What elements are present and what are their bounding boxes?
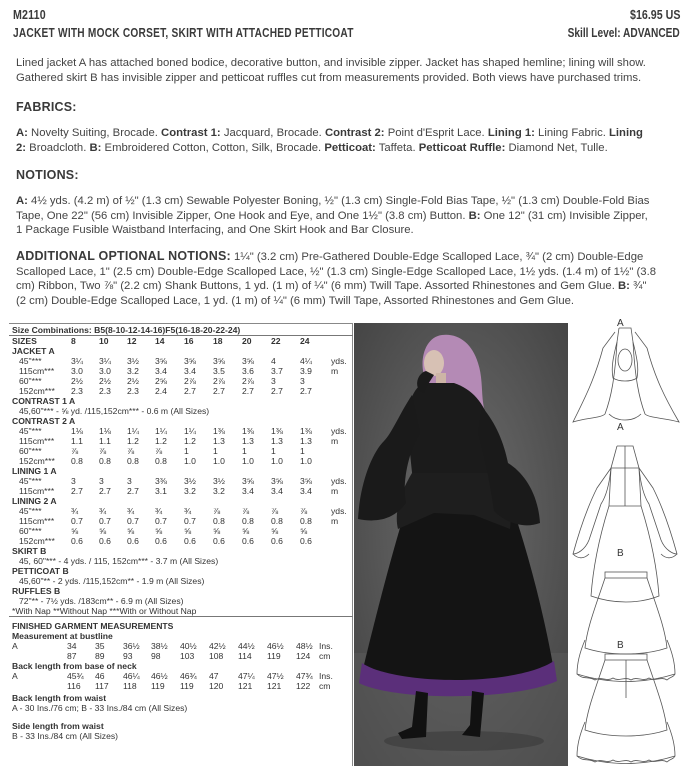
yardage-value: ¾ <box>155 506 163 516</box>
yardage-value: 0.8 <box>71 456 83 466</box>
skirt-b-row-text: 45, 60"*** - 4 yds. / 115, 152cm*** - 3.7 m (All Sizes) <box>19 556 219 566</box>
contrast-2-heading-text: CONTRAST 2 A <box>12 416 76 426</box>
line-drawings <box>569 318 681 770</box>
measurement: 121 <box>267 681 282 691</box>
measurement: 98 <box>151 651 161 661</box>
yardage-value: ⅞ <box>300 506 308 516</box>
yardage-value: ¾ <box>99 506 107 516</box>
yardage-value: 0.6 <box>71 536 83 546</box>
yardage-value: 3.1 <box>155 486 167 496</box>
yardage-value: 3.7 <box>271 366 283 376</box>
yardage-value: ⅝ <box>300 526 308 536</box>
yardage-value: 1¼ <box>155 426 167 436</box>
fabrics-text <box>16 126 682 155</box>
measurement: 120 <box>209 681 224 691</box>
size-header: 8 <box>71 336 76 346</box>
yardage-value: ¾ <box>71 506 79 516</box>
yardage-value: 0.6 <box>242 536 254 546</box>
measurement: 46¼ <box>123 671 140 681</box>
ruffles-b-heading-text: RUFFLES B <box>12 586 61 596</box>
unit-label: Ins. <box>319 671 333 681</box>
yardage-value: ⅝ <box>242 526 250 536</box>
view-a-front-label: A <box>617 422 624 433</box>
side-waist-row-text: B - 33 Ins./84 cm (All Sizes) <box>12 731 119 741</box>
yardage-value: 0.6 <box>184 536 196 546</box>
view-b-back-label: B <box>617 640 624 651</box>
view-a-back-label: A <box>617 318 624 329</box>
measurement: 38½ <box>151 641 168 651</box>
yardage-value: 1⅜ <box>300 426 312 436</box>
petticoat-b-row-text: 45,60"** - 2 yds. /115,152cm** - 1.9 m (All Sizes) <box>19 576 205 586</box>
yardage-value: 3 <box>300 376 305 386</box>
yardage-value: 3.9 <box>300 366 312 376</box>
yardage-value: 3.0 <box>99 366 111 376</box>
measurement: 46¾ <box>180 671 197 681</box>
yardage-value: 3½ <box>213 476 225 486</box>
pattern-code: M2110 <box>13 7 46 22</box>
measurement: 114 <box>238 651 252 661</box>
measurement: 122 <box>296 681 311 691</box>
petticoat-b-heading-text: PETTICOAT B <box>12 566 69 576</box>
measurement: 35 <box>95 641 105 651</box>
back-waist-heading-text: Back length from waist <box>12 693 107 703</box>
yardage-value: 0.7 <box>155 516 167 526</box>
yardage-value: 1.0 <box>300 456 312 466</box>
yardage-value: ⅞ <box>271 506 279 516</box>
yardage-value: 1.0 <box>242 456 254 466</box>
unit-label: m <box>331 436 339 446</box>
yardage-value: 3 <box>99 476 104 486</box>
yardage-value: 3 <box>127 476 132 486</box>
measurement: 46½ <box>267 641 284 651</box>
width-label: 115cm*** <box>19 486 55 496</box>
yardage-value: 1¼ <box>184 426 196 436</box>
back-neck-heading-text: Back length from base of neck <box>12 661 137 671</box>
yardage-value: 1.2 <box>184 436 196 446</box>
yardage-value: 0.8 <box>242 516 254 526</box>
size-header: 20 <box>242 336 252 346</box>
yardage-value: 1 <box>184 446 189 456</box>
fabrics-line-2: 2: Broadcloth. B: Embroidered Cotton, Cotton, Silk, Brocade. Petticoat: Taffeta. Petticoat Ruffle: Diamond Net, Tulle. <box>16 141 608 154</box>
yardage-value: 0.8 <box>127 456 139 466</box>
yardage-value: 3½ <box>184 476 196 486</box>
yardage-value: ⅝ <box>71 526 79 536</box>
yardage-value: 1.3 <box>300 436 312 446</box>
jacket-a-heading-text: JACKET A <box>12 346 55 356</box>
unit-label: cm <box>319 651 331 661</box>
unit-label: m <box>331 516 339 526</box>
yardage-value: 0.7 <box>127 516 139 526</box>
yardage-value: 2.7 <box>71 486 83 496</box>
model-photo <box>354 323 568 766</box>
optional-notions-heading: ADDITIONAL OPTIONAL NOTIONS: <box>16 249 231 263</box>
yardage-value: 1.0 <box>213 456 225 466</box>
measurement: 46 <box>95 671 105 681</box>
yardage-value: ⅞ <box>155 446 163 456</box>
measurement: 36½ <box>123 641 140 651</box>
yardage-value: 3⅝ <box>300 476 312 486</box>
yardage-value: 0.7 <box>99 516 111 526</box>
width-label: 115cm*** <box>19 366 55 376</box>
yardage-value: 3.6 <box>242 366 254 376</box>
yardage-value: 1⅜ <box>271 426 283 436</box>
size-header: 12 <box>127 336 137 346</box>
yardage-value: 0.6 <box>271 536 283 546</box>
yardage-value: 2.7 <box>300 386 312 396</box>
width-label: 45"*** <box>19 426 42 436</box>
size-header: 22 <box>271 336 281 346</box>
yardage-value: 1 <box>213 446 218 456</box>
yardage-value: 3 <box>71 476 76 486</box>
measurement: 46½ <box>151 671 168 681</box>
yardage-value: 0.6 <box>213 536 225 546</box>
finished-heading-text: FINISHED GARMENT MEASUREMENTS <box>12 621 174 631</box>
optional-line-3: cm) Ribbon, Two ⅞" (2.2 cm) Shank Buttons, 1 yd. (1 m) of ¼" (6 mm) Twill Tape. Assorted Rhinestones and Gem Glue. B: ¾" <box>16 280 647 293</box>
contrast-1-heading-text: CONTRAST 1 A <box>12 396 76 406</box>
yardage-value: 3.5 <box>213 366 225 376</box>
yardage-value: 2⅞ <box>213 376 225 386</box>
yardage-value: 0.6 <box>127 536 139 546</box>
size-combinations-text: Size Combinations: B5(8-10-12-14-16)F5(16-18-20-22-24) <box>12 325 241 335</box>
yardage-value: 1.1 <box>99 436 111 446</box>
yardage-value: 1.0 <box>271 456 283 466</box>
measurement: 117 <box>95 681 109 691</box>
yardage-value: 2.7 <box>271 386 283 396</box>
yardage-value: 3⅝ <box>271 476 283 486</box>
optional-line-4: (2 cm) Double-Edge Scalloped Lace, 1 yd. (1 m) of ¼" (6 mm) Twill Tape, Assorted Rhinestones and Gem Glue. <box>16 294 575 307</box>
size-header: 10 <box>99 336 109 346</box>
yardage-value: 2⅞ <box>184 376 196 386</box>
yardage-value: 0.8 <box>155 456 167 466</box>
yardage-value: 1 <box>300 446 305 456</box>
yardage-value: 1.0 <box>184 456 196 466</box>
measurement: 89 <box>95 651 105 661</box>
yardage-value: 4¼ <box>300 356 312 366</box>
yardage-value: 1 <box>271 446 276 456</box>
yardage-value: 2.7 <box>213 386 225 396</box>
yardage-value: ⅝ <box>155 526 163 536</box>
unit-label: cm <box>319 681 331 691</box>
measurement: 45¾ <box>67 671 84 681</box>
yardage-value: ¾ <box>184 506 192 516</box>
back-waist-row-text: A - 30 Ins./76 cm; B - 33 Ins./84 cm (All Sizes) <box>12 703 188 713</box>
optional-line-1: ADDITIONAL OPTIONAL NOTIONS: 1¼" (3.2 cm) Pre-Gathered Double-Edge Scalloped Lace, ¾" (2 cm) Double-Edge <box>16 249 644 263</box>
measurement: 116 <box>67 681 81 691</box>
width-label: 60"*** <box>19 446 42 456</box>
description <box>16 56 682 85</box>
yardage-value: ⅞ <box>242 506 250 516</box>
yardage-value: 3.4 <box>242 486 254 496</box>
yardage-value: 2.3 <box>71 386 83 396</box>
model-illustration <box>354 323 568 766</box>
yardage-value: 0.8 <box>271 516 283 526</box>
unit-label: yds. <box>331 506 347 516</box>
yardage-value: 3 <box>271 376 276 386</box>
table-divider <box>9 616 353 617</box>
view-sketches <box>569 318 681 770</box>
optional-notions-text <box>16 249 682 308</box>
yardage-value: 2.7 <box>242 386 254 396</box>
yardage-value: 3.2 <box>184 486 196 496</box>
yardage-value: 2½ <box>127 376 139 386</box>
yardage-value: ⅝ <box>184 526 192 536</box>
skirt-b-heading-text: SKIRT B <box>12 546 47 556</box>
measurement: 103 <box>180 651 195 661</box>
unit-label: yds. <box>331 356 347 366</box>
yardage-value: ⅝ <box>99 526 107 536</box>
yardage-value: 1.3 <box>271 436 283 446</box>
yardage-value: 2½ <box>99 376 111 386</box>
yardage-value: 0.7 <box>184 516 196 526</box>
description-line-1: Lined jacket A has attached boned bodice, decorative button, and invisible zipper. Jacket has shaped hemline; lining will show. <box>16 57 646 69</box>
yardage-value: 0.8 <box>300 516 312 526</box>
yardage-value: 3.2 <box>127 366 139 376</box>
yardage-value: 1 <box>242 446 247 456</box>
yardage-value: ⅝ <box>127 526 135 536</box>
yardage-value: 3.4 <box>155 366 167 376</box>
yardage-table <box>9 323 353 766</box>
yardage-value: 3.2 <box>213 486 225 496</box>
yardage-value: 1⅛ <box>99 426 111 436</box>
skill-level: Skill Level: ADVANCED <box>567 25 680 40</box>
yardage-value: 3.0 <box>71 366 83 376</box>
size-header: 18 <box>213 336 223 346</box>
yardage-value: ⅞ <box>213 506 221 516</box>
measurement: 119 <box>267 651 281 661</box>
measurement: 47¾ <box>296 671 313 681</box>
contrast-1-row-text: 45,60"*** - ⅝ yd. /115,152cm*** - 0.6 m (All Sizes) <box>19 406 210 416</box>
yardage-value: 3¼ <box>99 356 111 366</box>
yardage-value: 0.6 <box>300 536 312 546</box>
width-label: 115cm*** <box>19 436 55 446</box>
notions-line-1: A: 4½ yds. (4.2 m) of ½" (1.3 cm) Sewable Polyester Boning, ½" (1.3 cm) Single-Fold Bias Tape, ½" (1.3 cm) Double-Fold Bias <box>16 195 650 207</box>
yardage-value: ¾ <box>127 506 135 516</box>
nap-note-text: *With Nap **Without Nap ***With or Without Nap <box>12 606 197 616</box>
yardage-value: 1⅜ <box>213 426 225 436</box>
yardage-value: 1.3 <box>213 436 225 446</box>
notions-line-2: Tape, One 22" (56 cm) Invisible Zipper, One Hook and Eye, and One 1½" (3.8 cm) Button. B: One 12" (31 cm) Invisible Zipper, <box>16 209 648 222</box>
notions-heading: NOTIONS: <box>16 168 79 182</box>
yardage-value: 3.4 <box>271 486 283 496</box>
yardage-value: 2⅞ <box>242 376 254 386</box>
unit-label: yds. <box>331 476 347 486</box>
yardage-value: 3⅝ <box>213 356 225 366</box>
yardage-value: 1.2 <box>127 436 139 446</box>
yardage-value: 1.1 <box>71 436 83 446</box>
optional-line-2: Scalloped Lace, 1" (2.5 cm) Double-Edge Scalloped Lace, ½" (1.3 cm) Single-Edge Scalloped Lace, 1½ yds. (1.4 m) of 1½" (3.8 <box>16 265 656 278</box>
yardage-value: 2⅝ <box>155 376 167 386</box>
width-label: 45"*** <box>19 476 42 486</box>
yardage-value: 1.2 <box>155 436 167 446</box>
yardage-value: 3.4 <box>300 486 312 496</box>
measurement: 40½ <box>180 641 197 651</box>
pattern-price: $16.95 US <box>629 7 680 22</box>
measurement: 48½ <box>296 641 313 651</box>
description-line-2: Gathered skirt B has invisible zipper and petticoat ruffles cut from measurements provided. Both views have purchased trims. <box>16 71 642 84</box>
width-label: 45"*** <box>19 356 42 366</box>
measurement: 119 <box>151 681 165 691</box>
fabrics-heading: FABRICS: <box>16 100 77 114</box>
notions-text <box>16 194 682 238</box>
yardage-value: 4 <box>271 356 276 366</box>
yardage-value: ⅞ <box>71 446 79 456</box>
yardage-value: 0.7 <box>71 516 83 526</box>
view-b-front-label: B <box>617 548 624 559</box>
sizes-label: SIZES <box>12 336 37 346</box>
unit-label: m <box>331 366 339 376</box>
yardage-value: 3⅝ <box>242 356 254 366</box>
view-label: A <box>12 641 18 651</box>
measurement: 121 <box>238 681 253 691</box>
measurement: 47¼ <box>238 671 255 681</box>
measurement: 44½ <box>238 641 255 651</box>
width-label: 152cm*** <box>19 386 55 396</box>
yardage-value: 2.4 <box>155 386 167 396</box>
measurement: 93 <box>123 651 133 661</box>
fabrics-line-1: A: Novelty Suiting, Brocade. Contrast 1: Jacquard, Brocade. Contrast 2: Point d'Esprit Lace. Lining 1: Lining Fabric. Lining <box>16 127 643 139</box>
yardage-value: 3⅜ <box>155 476 167 486</box>
yardage-value: ⅞ <box>99 446 107 456</box>
width-label: 60"*** <box>19 526 42 536</box>
measurement: 108 <box>209 651 224 661</box>
width-label: 115cm*** <box>19 516 55 526</box>
pattern-header <box>13 7 680 41</box>
width-label: 152cm*** <box>19 456 55 466</box>
yardage-value: 3¼ <box>71 356 83 366</box>
yardage-value: ⅝ <box>271 526 279 536</box>
yardage-value: 1¼ <box>127 426 139 436</box>
yardage-value: 1⅛ <box>71 426 83 436</box>
measurement: 42½ <box>209 641 226 651</box>
measurement: 47½ <box>267 671 284 681</box>
measurement: 87 <box>67 651 77 661</box>
yardage-value: 2.7 <box>184 386 196 396</box>
yardage-value: 3⅝ <box>242 476 254 486</box>
yardage-value: ⅝ <box>213 526 221 536</box>
yardage-value: 3⅝ <box>155 356 167 366</box>
unit-label: Ins. <box>319 641 333 651</box>
yardage-value: 0.6 <box>155 536 167 546</box>
unit-label: m <box>331 486 339 496</box>
size-header: 16 <box>184 336 194 346</box>
yardage-value: 1⅜ <box>242 426 254 436</box>
size-header: 14 <box>155 336 165 346</box>
yardage-value: 3.4 <box>184 366 196 376</box>
bust-heading-text: Measurement at bustline <box>12 631 113 641</box>
yardage-value: ⅞ <box>127 446 135 456</box>
yardage-value: 0.8 <box>213 516 225 526</box>
pattern-title: JACKET WITH MOCK CORSET, SKIRT WITH ATTACHED PETTICOAT <box>13 25 354 40</box>
yardage-value: 2.3 <box>127 386 139 396</box>
lining-1-heading-text: LINING 1 A <box>12 466 57 476</box>
yardage-value: 3½ <box>127 356 139 366</box>
unit-label: yds. <box>331 426 347 436</box>
measurement: 124 <box>296 651 311 661</box>
measurement: 119 <box>180 681 194 691</box>
yardage-value: 2½ <box>71 376 83 386</box>
size-header: 24 <box>300 336 310 346</box>
yardage-value: 2.7 <box>99 486 111 496</box>
width-label: 45"*** <box>19 506 42 516</box>
yardage-value: 2.7 <box>127 486 139 496</box>
yardage-value: 3⅝ <box>184 356 196 366</box>
view-label: A <box>12 671 18 681</box>
yardage-value: 0.8 <box>99 456 111 466</box>
yardage-value: 0.6 <box>99 536 111 546</box>
ruffles-b-row-text: 72"** - 7½ yds. /183cm** - 6.9 m (All Sizes) <box>19 596 184 606</box>
width-label: 60"*** <box>19 376 42 386</box>
yardage-value: 1.3 <box>242 436 254 446</box>
measurement: 118 <box>123 681 137 691</box>
lining-2-heading-text: LINING 2 A <box>12 496 57 506</box>
side-waist-heading-text: Side length from waist <box>12 721 104 731</box>
measurement: 47 <box>209 671 219 681</box>
width-label: 152cm*** <box>19 536 55 546</box>
yardage-value: 2.3 <box>99 386 111 396</box>
measurement: 34 <box>67 641 77 651</box>
notions-line-3: 1 Package Fusible Waistband Interfacing, and One Skirt Hook and Bar Closure. <box>16 224 414 237</box>
